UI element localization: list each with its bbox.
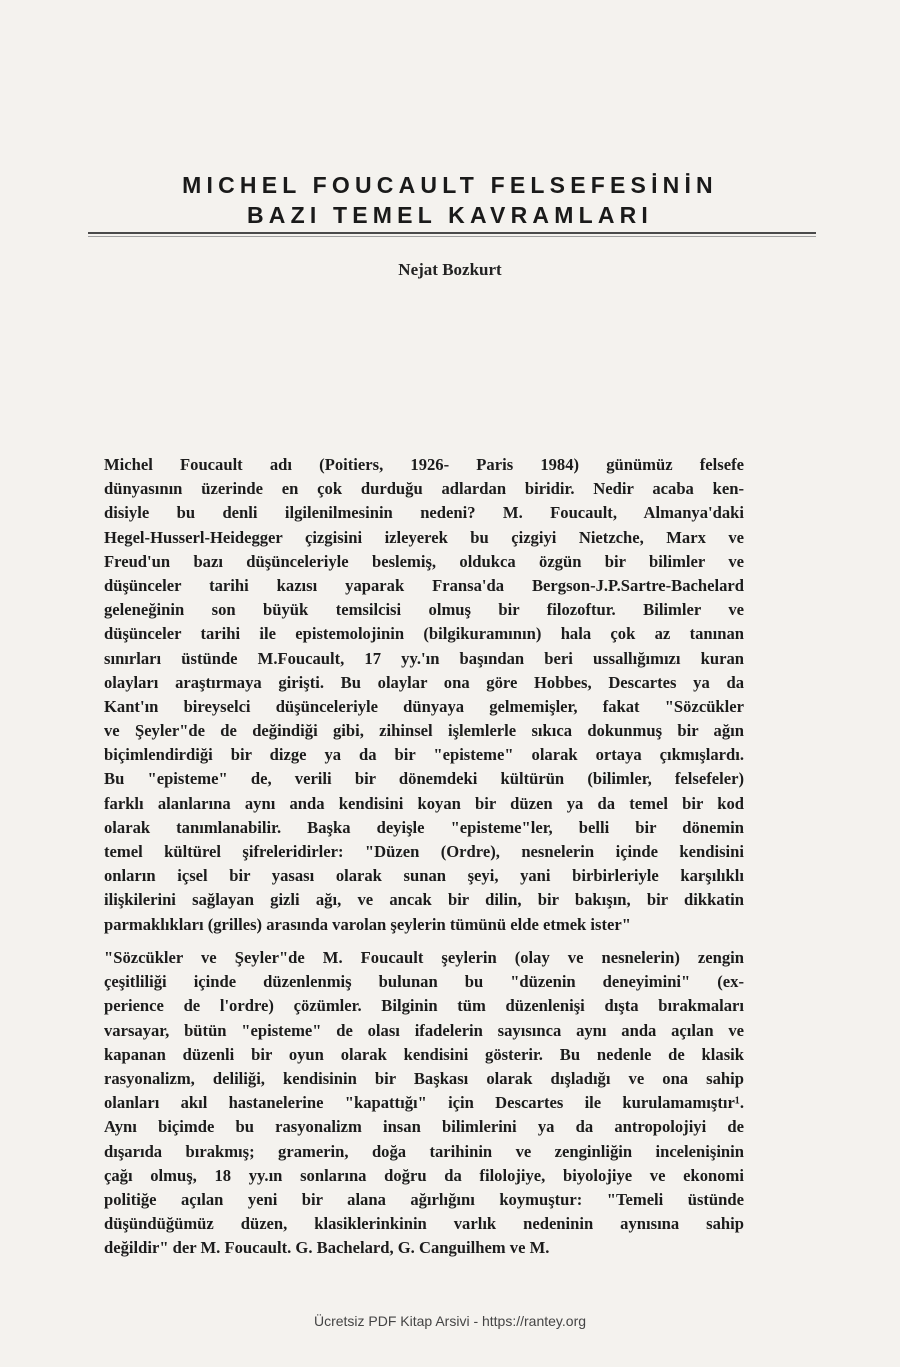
paragraph-line: sınırları üstünde M.Foucault, 17 yy.'ın başından beri ussallığımızı kuran xyxy=(104,648,744,668)
paragraph-line: Kant'ın bireyselci düşünceleriyle dünyaya gelmemişler, fakat "Sözcükler xyxy=(104,696,744,716)
author-name: Nejat Bozkurt xyxy=(398,260,502,279)
paragraph-line: varsayar, bütün "episteme" de olası ifadelerin sayısınca aynı anda açılan ve xyxy=(104,1020,744,1040)
paragraph-line: dışarıda bırakmış; gramerin, doğa tarihinin ve zenginliğin incelenişinin xyxy=(104,1141,744,1161)
article-title-line-2: BAZI TEMEL KAVRAMLARI xyxy=(246,202,654,228)
paragraph-line: değildir" der M. Foucault. G. Bachelard, G. Canguilhem ve M. xyxy=(104,1238,550,1258)
paragraph-line: olarak tanımlanabilir. Başka deyişle "episteme"ler, belli bir dönemin xyxy=(104,817,744,837)
paragraph-line: dünyasının üzerinde en çok durduğu adlardan biridir. Nedir acaba ken- xyxy=(104,479,744,499)
title-divider-thin xyxy=(88,236,816,237)
paragraph-line: kapanan düzenli bir oyun olarak kendisini gösterir. Bu nedenle de klasik xyxy=(104,1044,744,1064)
paragraph-line: farklı alanlarına aynı anda kendisini koyan bir düzen ya da temel bir kod xyxy=(104,793,744,813)
paragraph-line: disiyle bu denli ilgilenilmesinin nedeni? M. Foucault, Almanya'daki xyxy=(104,503,744,523)
body-paragraph-1 xyxy=(104,453,744,937)
paragraph-line: politiğe açılan yeni bir alana ağırlığını koymuştur: "Temeli üstünde xyxy=(104,1189,744,1209)
paragraph-line: temel kültürel şifreleridirler: "Düzen (Ordre), nesnelerin içinde kendisini xyxy=(104,842,744,861)
paragraph-line: Bu "episteme" de, verili bir dönemdeki kültürün (bilimler, felsefeler) xyxy=(104,769,744,789)
paragraph-line: düşünceler tarihi kazısı yaparak Fransa'da Bergson-J.P.Sartre-Bachelard xyxy=(104,575,744,595)
paragraph-line: perience de l'ordre) çözümler. Bilginin tüm düzenlenişi dışta bırakmaları xyxy=(104,996,744,1016)
paragraph-line: ilişkilerini sağlayan gizli ağı, ve ancak bir dilin, bir bakışın, bir dikkatin xyxy=(104,890,744,910)
article-title-line-1: MICHEL FOUCAULT FELSEFESİNİN xyxy=(182,172,718,198)
paragraph-line: Freud'un bazı düşünceleriyle beslemiş, oldukca özgün bir bilimler ve xyxy=(104,551,744,571)
title-divider xyxy=(88,232,816,234)
paragraph-line: parmaklıkları (grilles) arasında varolan şeylerin tümünü elde etmek ister" xyxy=(104,914,631,934)
paragraph-line: düşünceler tarihi ile epistemolojinin (bilgikuramının) hala çok az tanınan xyxy=(104,624,744,644)
paragraph-line: rasyonalizm, deliliği, kendisinin bir Başkası olarak dışladığı ve ona sahip xyxy=(104,1068,744,1088)
paragraph-line: biçimlendirdiği bir dizge ya da bir "episteme" olarak ortaya çıkmışlardı. xyxy=(104,745,744,765)
paragraph-line: ve Şeyler"de de değindiği gibi, zihinsel işlemlerle sıkıca dokunmuş bir ağın xyxy=(104,721,744,741)
body-paragraph-2 xyxy=(104,946,744,1260)
paragraph-line: onların içsel bir yasası olarak sunan şeyi, yani birbirleriyle karşılıklı xyxy=(104,866,744,886)
paragraph-line: çağı olmuş, 18 yy.ın sonlarına doğru da filolojiye, biyolojiye ve ekonomi xyxy=(104,1165,744,1185)
paragraph-line: olayları araştırmaya girişti. Bu olaylar ona göre Hobbes, Descartes ya da xyxy=(104,672,744,692)
paragraph-line: "Sözcükler ve Şeyler"de M. Foucault şeylerin (olay ve nesnelerin) zengin xyxy=(104,948,744,967)
paragraph-line: Aynı biçimde bu rasyonalizm insan bilimlerini ya da antropolojiyi de xyxy=(104,1117,744,1137)
paragraph-line: olanları akıl hastanelerine "kapattığı" için Descartes ile kurulamamıştır¹. xyxy=(104,1093,744,1113)
paragraph-line: Hegel-Husserl-Heidegger çizgisini izleyerek bu çizgiyi Nietzche, Marx ve xyxy=(104,527,744,547)
paragraph-line: düşündüğümüz düzen, klasiklerinkinin varlık nedeninin aynısına sahip xyxy=(104,1214,744,1234)
paragraph-line: Michel Foucault adı (Poitiers, 1926- Paris 1984) günümüz felsefe xyxy=(104,455,744,474)
paragraph-line: geleneğinin son büyük temsilcisi olmuş bir filozoftur. Bilimler ve xyxy=(104,600,744,620)
footer-source-note: Ücretsiz PDF Kitap Arsivi - https://rantey.org xyxy=(313,1313,587,1329)
paragraph-line: çeşitliliği içinde düzenlenmiş bulunan bu "düzenin deneyimini" (ex- xyxy=(104,972,744,992)
